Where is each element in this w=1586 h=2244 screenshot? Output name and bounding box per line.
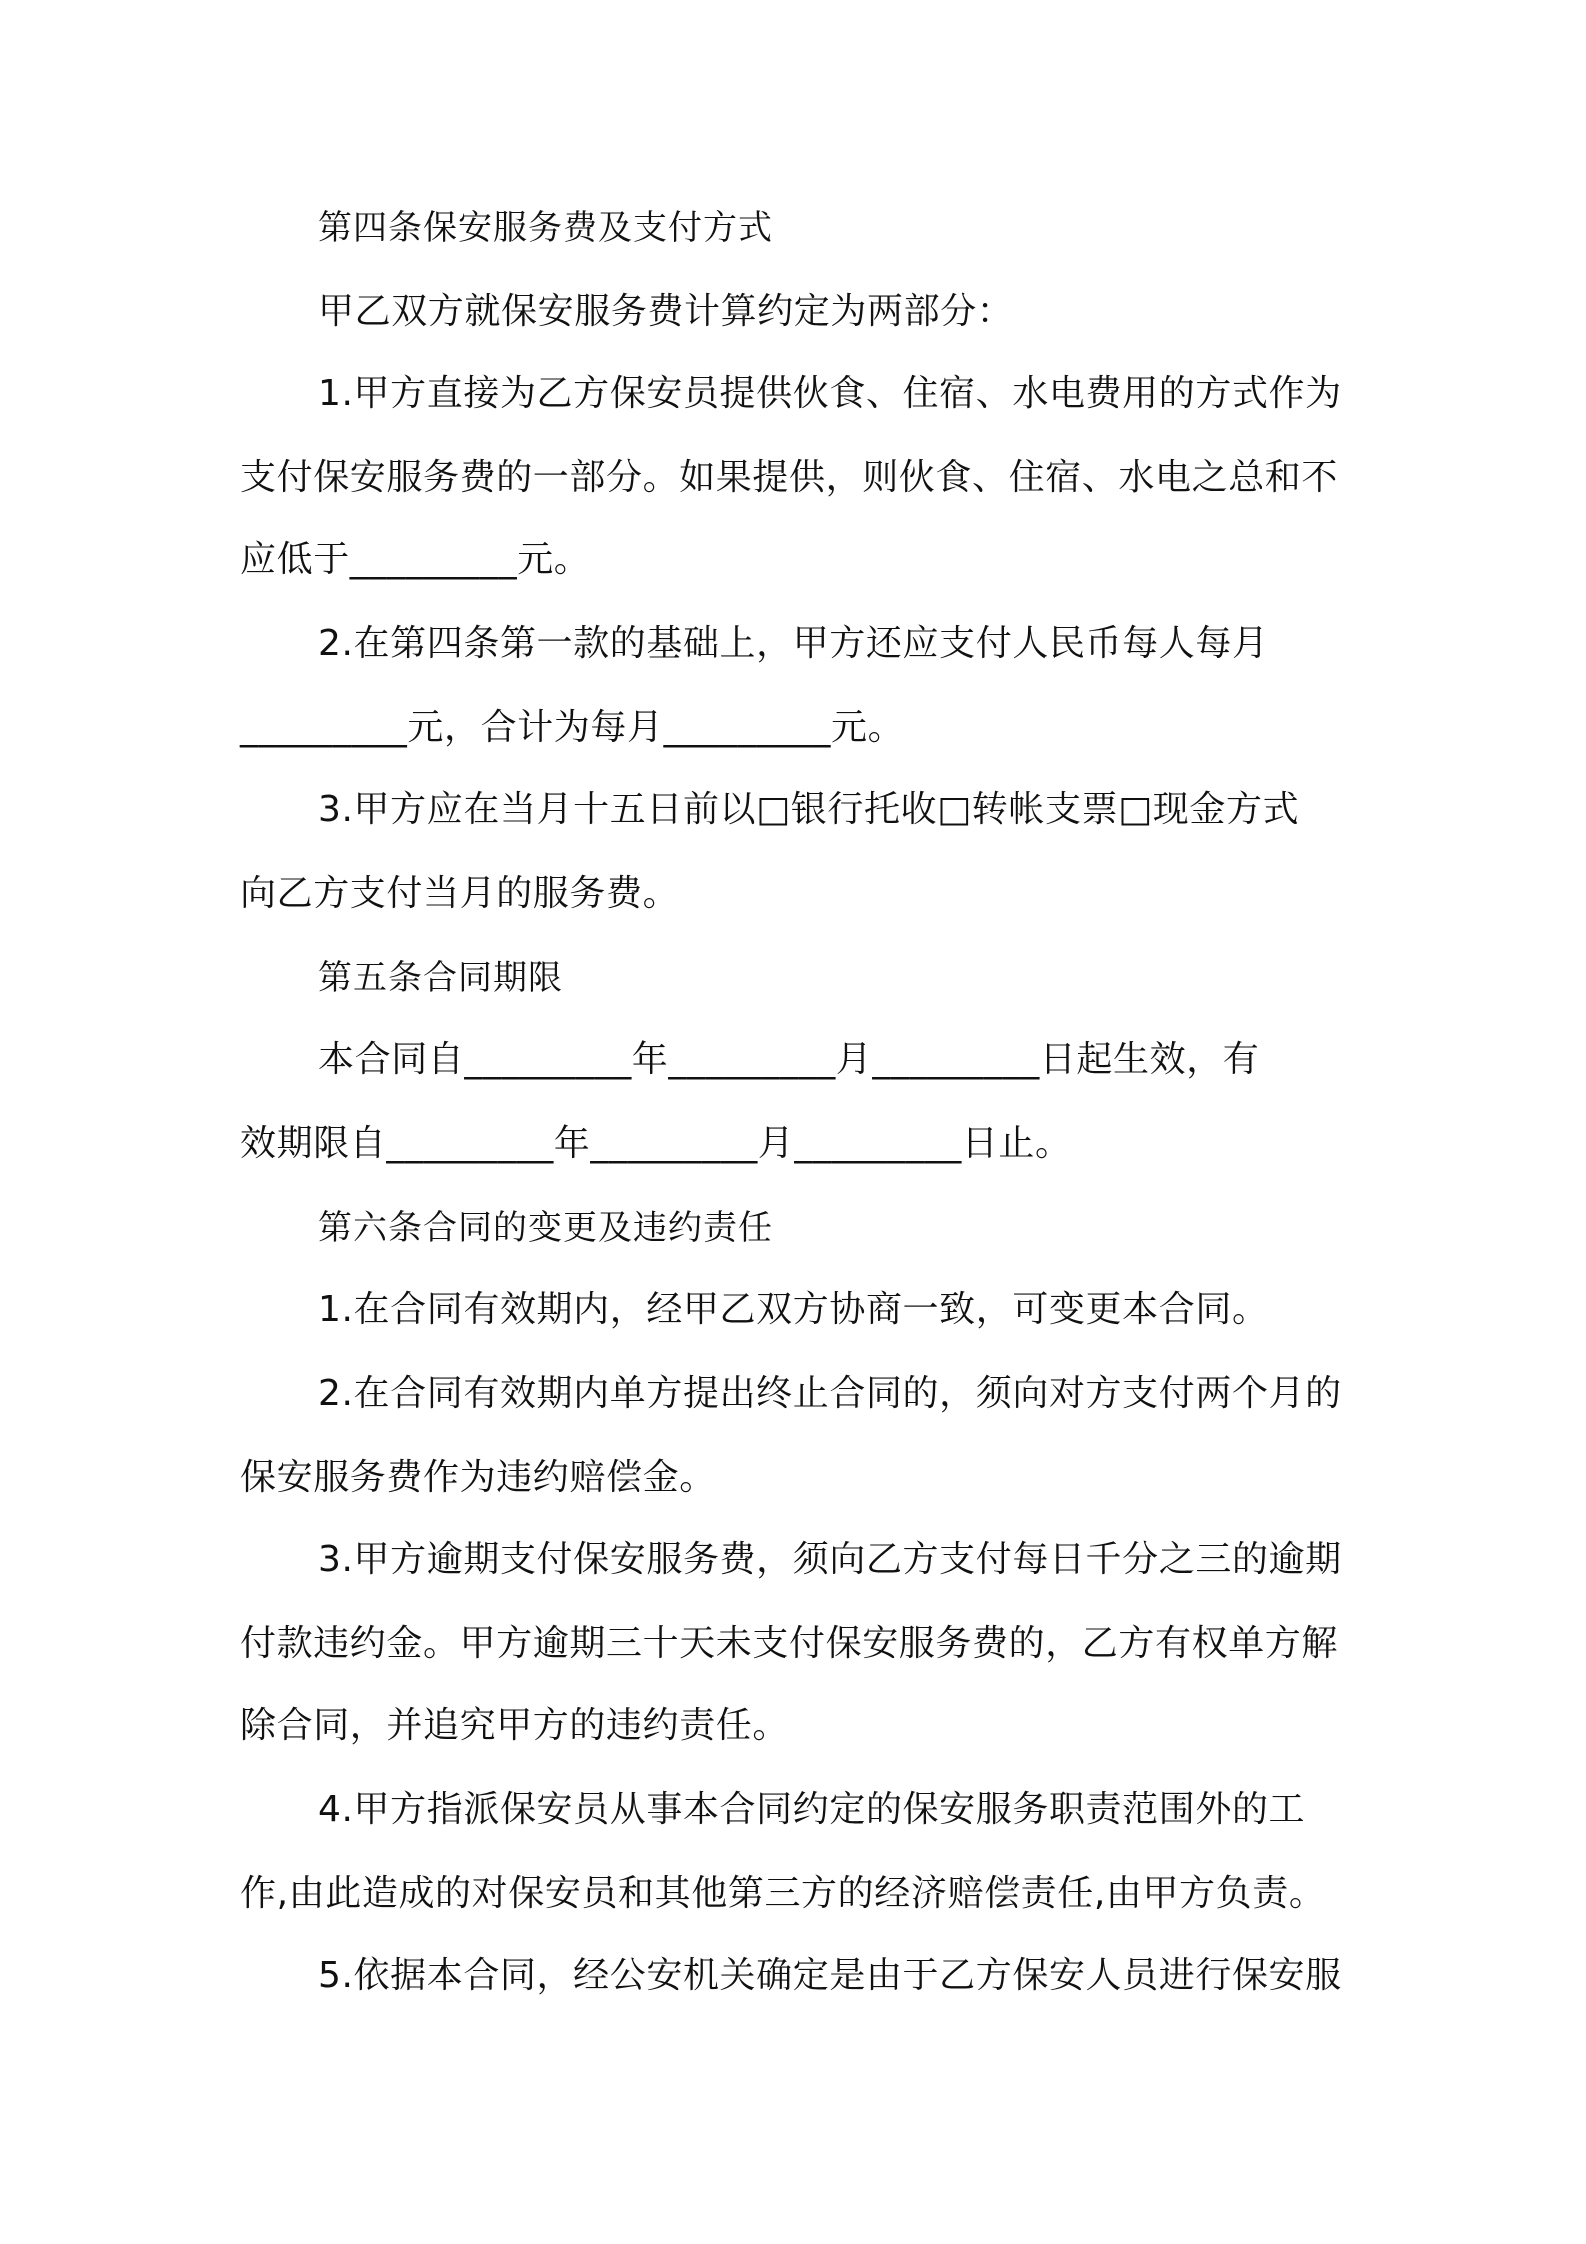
- paragraph-line: 4.甲方指派保安员从事本合同约定的保安服务职责范围外的工: [318, 1789, 1306, 1830]
- paragraph-line: 本合同自_________年_________月_________日起生效，有: [318, 1039, 1260, 1080]
- paragraph-line: 5.依据本合同，经公安机关确定是由于乙方保安人员进行保安服: [318, 1955, 1342, 1996]
- paragraph-line: 1.在合同有效期内，经甲乙双方协商一致，可变更本合同。: [318, 1289, 1269, 1330]
- paragraph-line: 2.在第四条第一款的基础上，甲方还应支付人民币每人每月: [318, 623, 1269, 664]
- paragraph-line: 1.甲方直接为乙方保安员提供伙食、住宿、水电费用的方式作为: [318, 373, 1342, 414]
- paragraph-line: 付款违约金。甲方逾期三十天未支付保安服务费的，乙方有权单方解: [240, 1623, 1339, 1664]
- paragraph-line: 保安服务费作为违约赔偿金。: [240, 1457, 716, 1498]
- paragraph-line: 支付保安服务费的一部分。如果提供，则伙食、住宿、水电之总和不: [240, 457, 1339, 498]
- paragraph-line: 3.甲方应在当月十五日前以□银行托收□转帐支票□现金方式: [318, 789, 1300, 830]
- section-heading-article-5: 第五条合同期限: [318, 958, 563, 998]
- paragraph-line: 效期限自_________年_________月_________日止。: [240, 1123, 1072, 1164]
- section-heading-article-6: 第六条合同的变更及违约责任: [318, 1208, 773, 1248]
- paragraph-line: _________元，合计为每月_________元。: [240, 707, 905, 748]
- paragraph-line: 向乙方支付当月的服务费。: [240, 873, 680, 914]
- paragraph-line: 甲乙双方就保安服务费计算约定为两部分：: [318, 291, 1014, 332]
- paragraph-line: 除合同，并追究甲方的违约责任。: [240, 1705, 790, 1746]
- paragraph-line: 2.在合同有效期内单方提出终止合同的，须向对方支付两个月的: [318, 1373, 1342, 1414]
- paragraph-line: 应低于_________元。: [240, 539, 591, 580]
- section-heading-article-4: 第四条保安服务费及支付方式: [318, 208, 773, 248]
- paragraph-line: 作,由此造成的对保安员和其他第三方的经济赔偿责任,由甲方负责。: [240, 1873, 1326, 1914]
- paragraph-line: 3.甲方逾期支付保安服务费，须向乙方支付每日千分之三的逾期: [318, 1539, 1342, 1580]
